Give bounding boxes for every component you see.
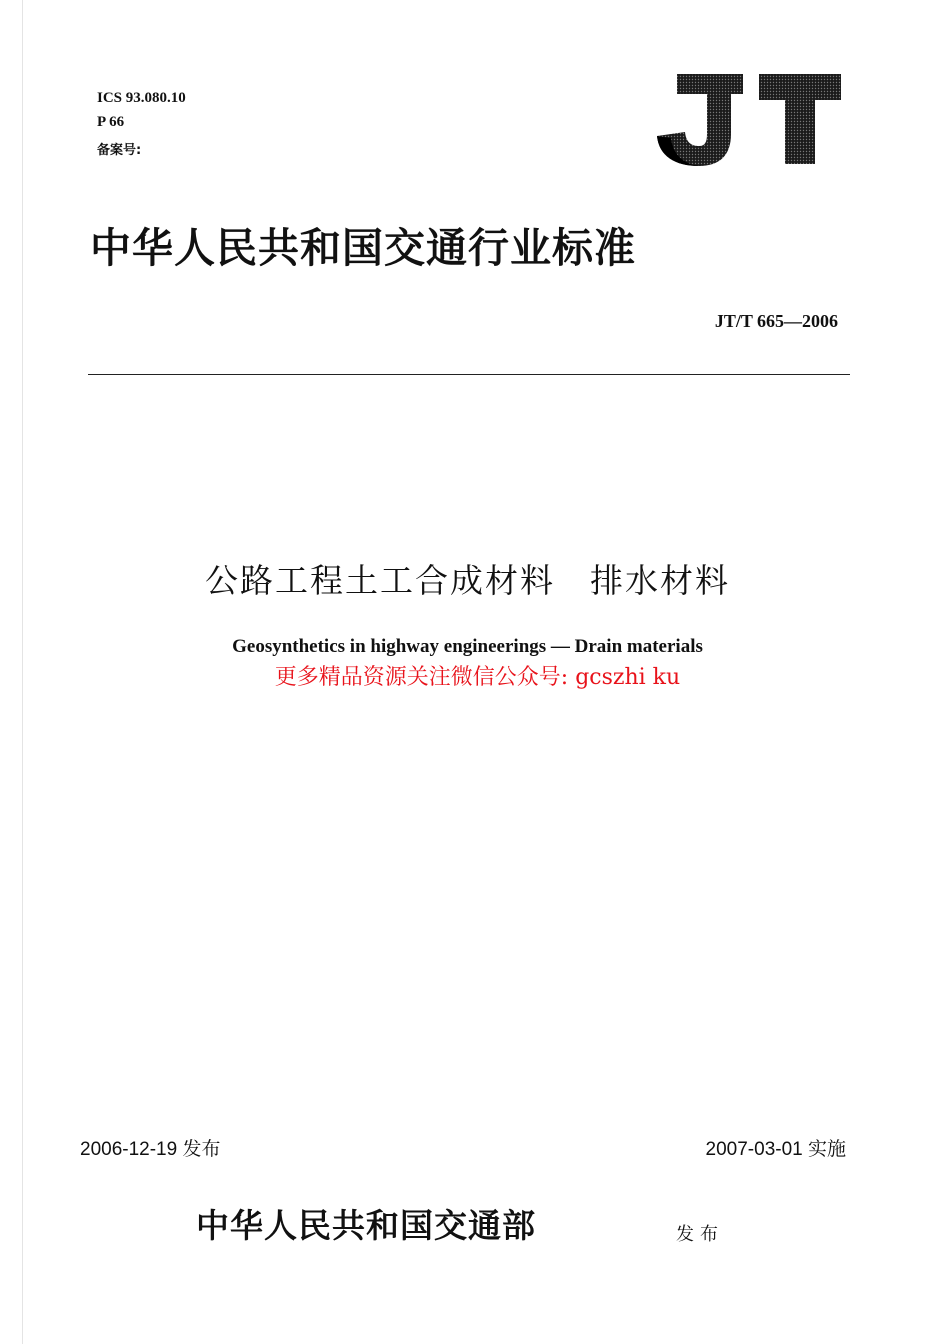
category-code: P 66 bbox=[97, 114, 125, 130]
document-title-en: Geosynthetics in highway engineerings — Drain materials bbox=[232, 636, 703, 657]
watermark-text: 更多精品资源关注微信公众号: gcszhi ku bbox=[274, 665, 681, 690]
publish-date: 2006-12-19 发布 bbox=[80, 1139, 221, 1160]
standard-title: 中华人民共和国交通行业标准 bbox=[90, 224, 636, 272]
issuer-name: 中华人民共和国交通部 bbox=[196, 1206, 536, 1245]
issuer-action: 发布 bbox=[676, 1224, 724, 1245]
standard-code: JT/T 665—2006 bbox=[714, 311, 838, 331]
logo-text: JT bbox=[655, 72, 656, 73]
effective-date: 2007-03-01 实施 bbox=[705, 1139, 846, 1160]
record-number-label: 备案号: bbox=[97, 143, 142, 158]
header-divider bbox=[88, 374, 850, 375]
document-title-cn: 公路工程土工合成材料 排水材料 bbox=[205, 561, 730, 600]
jt-logo bbox=[655, 72, 843, 168]
ics-code: ICS 93.080.10 bbox=[97, 90, 186, 106]
